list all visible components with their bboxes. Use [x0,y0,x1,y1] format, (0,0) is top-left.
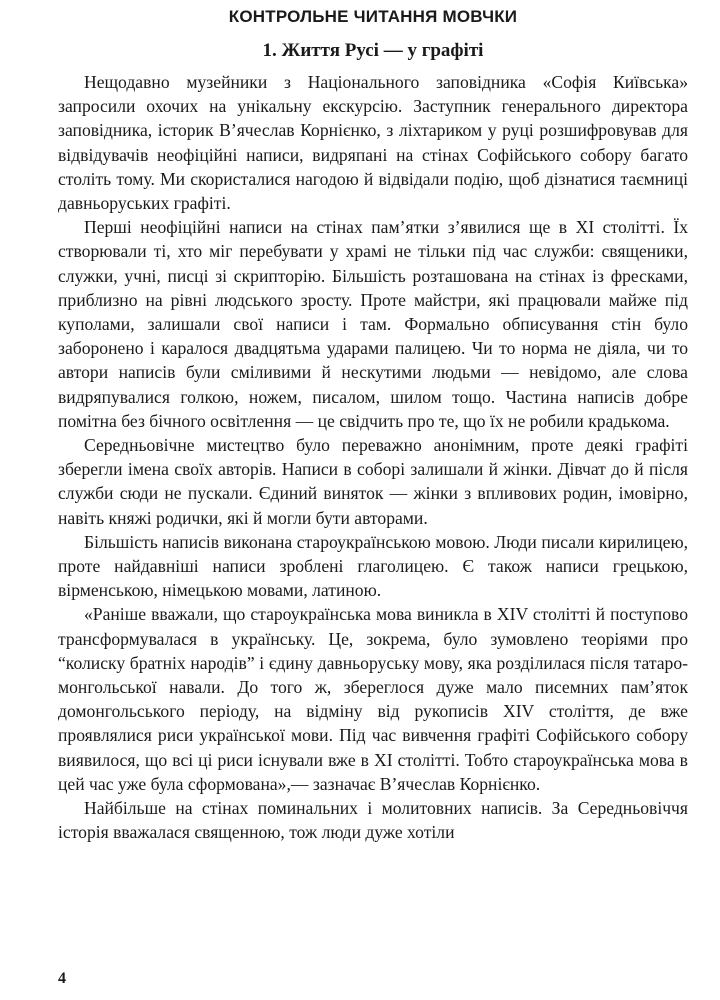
paragraph: «Раніше вважали, що староукраїнська мова виникла в XIV столітті й поступово трансформувалася в українську. Це, зокрема, було зумовлено теоріями про “колиску братніх народів” і єдину давньоруську мову, яка розділилася після татаро-монгольської навали. До того ж, збереглося дуже мало писемних пам’яток домонгольського періоду, на відміну від рукописів XIV століття, де вже проявлялися риси української мови. Під час вивчення графіті Софійського собору виявилося, що всі ці риси існували вже в XI столітті. Тобто староукраїнська мова в цей час уже була сформована»,— зазначає В’ячеслав Корнієнко. [58,604,688,794]
page-number: 4 [58,970,66,987]
paragraph: Перші неофіційні написи на стінах пам’ятки з’явилися ще в XI столітті. Їх створювали ті, хто міг перебувати у храмі не тільки під час служби: священики, служки, учні, писці зі скрипторію. Більшість розташована на стінах із фресками, приблизно на рівні людського зросту. Проте майстри, які працювали майже під куполами, залишали свої написи і там. Формально обписування стін було заборонено і каралося двадцятьма ударами палицею. Чи то норма не діяла, чи то автори написів були сміливими й нескутими людьми — невідомо, але слова видряпувалися голкою, ножем, писалом, шилом тощо. Частина написів добре помітна без бічного освітлення — це свідчить про те, що їх не робили крадькома. [58,217,688,431]
paragraph: Нещодавно музейники з Національного заповідника «Софія Київська» запросили охочих на унікальну екскурсію. Заступник генерального директора заповідника, історик В’ячеслав Корнієнко, з ліхтариком у руці розшифровував для відвідувачів неофіційні написи, видряпані на стінах Софійського собору багато століть тому. Ми скористалися нагодою й відвідали подію, щоб дізнатися таємниці давньоруських графіті. [58,72,688,214]
section-title: КОНТРОЛЬНЕ ЧИТАННЯ МОВЧКИ [228,7,518,26]
text-title: 1. Життя Русі — у графіті [262,40,484,61]
paragraph: Середньовічне мистецтво було переважно анонімним, проте деякі графіті зберегли імена своїх авторів. Написи в соборі залишали й жінки. Дівчат до й після служби сюди не пускали. Єдиний виняток — жінки з впливових родин, імовірно, навіть княжі родички, які й могли бути авторами. [58,435,688,528]
article-body [58,70,688,845]
paragraph: Найбільше на стінах поминальних і молитовних написів. За Середньовіччя історія вважалася священною, тож люди дуже хотіли [58,798,688,843]
paragraph: Більшість написів виконана староукраїнською мовою. Люди писали кирилицею, проте найдавніші написи зроблені глаголицею. Є також написи грецькою, вірменською, німецькою мовами, латиною. [58,531,688,601]
